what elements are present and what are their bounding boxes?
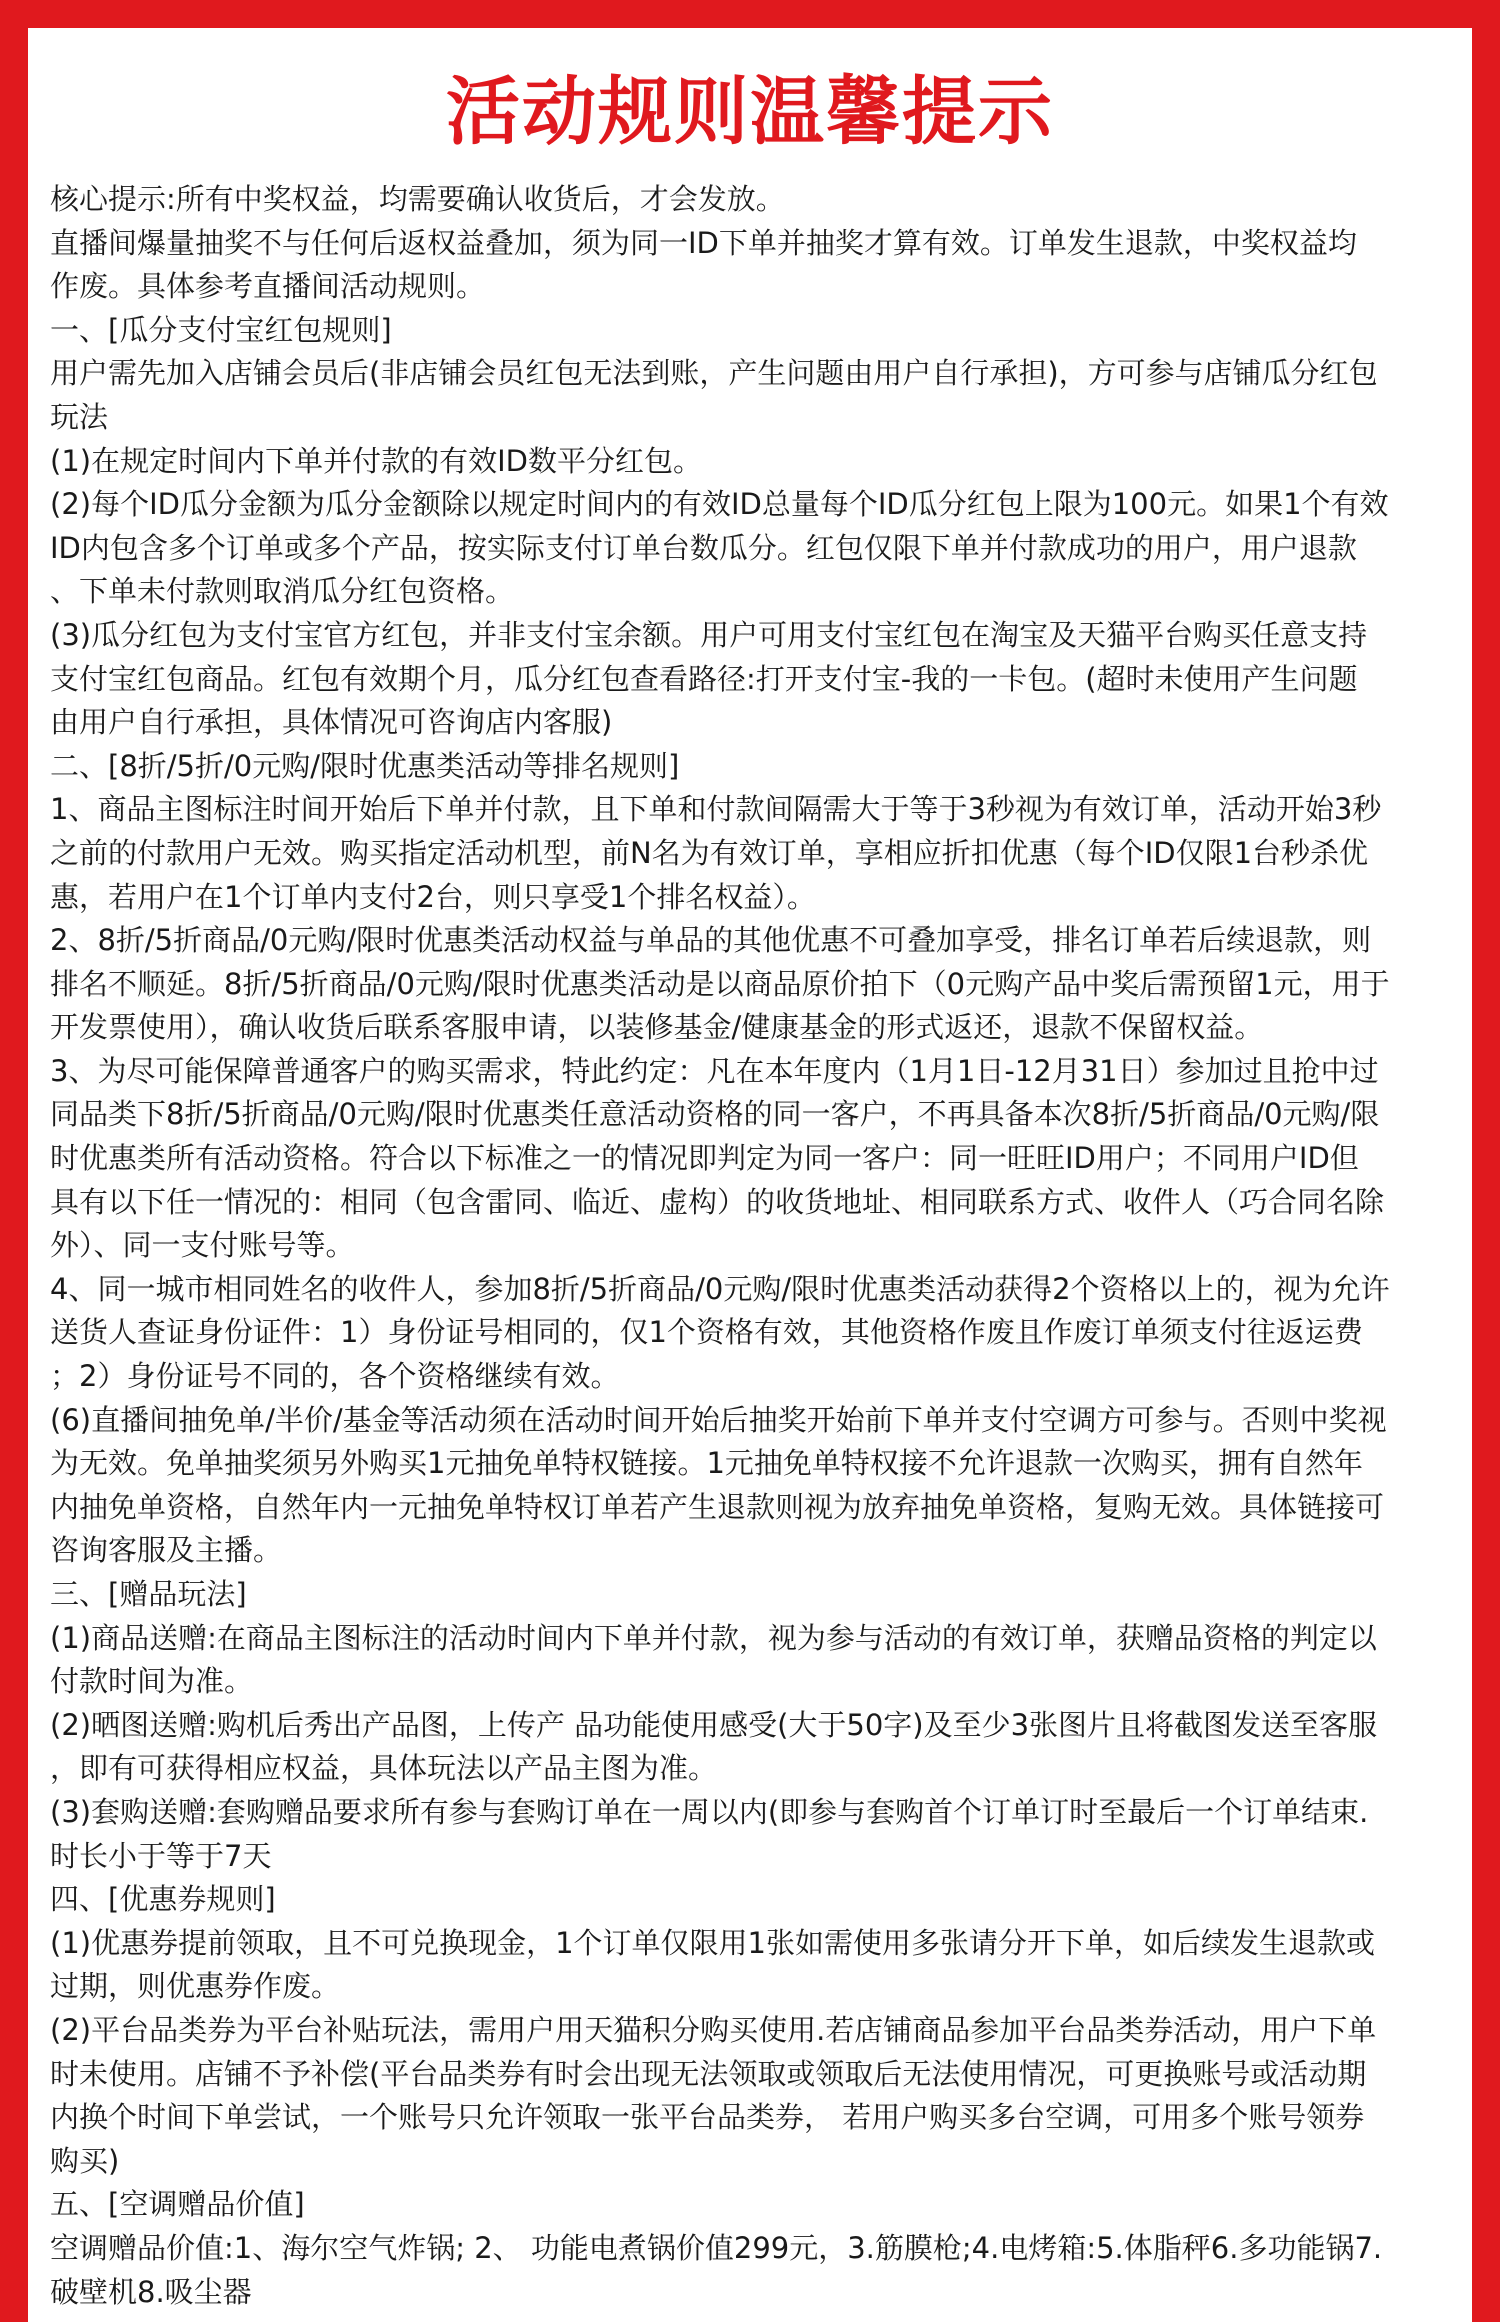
rule-line: ，即有可获得相应权益，具体玩法以产品主图为准。 xyxy=(50,1751,718,1786)
rules-body xyxy=(50,178,1450,2314)
rule-line: (2)晒图送赠:购机后秀出产品图，上传产 品功能使用感受(大于50字)及至少3张图片且将截图发送至客服 xyxy=(50,1707,1378,1742)
rule-line: 空调赠品价值:1、海尔空气炸锅; 2、 功能电煮锅价值299元，3.筋膜枪;4.电烤箱:5.体脂秤6.多功能锅7. xyxy=(50,2230,1383,2265)
rule-line: ID内包含多个订单或多个产品，按实际支付订单台数瓜分。红包仅限下单并付款成功的用户，用户退款 xyxy=(50,530,1357,565)
rule-line: (3)瓜分红包为支付宝官方红包，并非支付宝余额。用户可用支付宝红包在淘宝及天猫平台购买任意支持 xyxy=(50,617,1368,652)
rule-line: 外）、同一支付账号等。 xyxy=(50,1228,355,1263)
section-heading: 四、[优惠券规则] xyxy=(50,1882,276,1917)
rule-line: 时未使用。店铺不予补偿(平台品类券有时会出现无法领取或领取后无法使用情况，可更换账号或活动期 xyxy=(50,2056,1367,2091)
rule-line: (2)每个ID瓜分金额为瓜分金额除以规定时间内的有效ID总量每个ID瓜分红包上限为100元。如果1个有效 xyxy=(50,487,1389,522)
rule-line: 付款时间为准。 xyxy=(50,1664,254,1699)
section-heading: 三、[赠品玩法] xyxy=(50,1577,247,1611)
rule-line: 购买) xyxy=(50,2143,120,2178)
rule-line: 1、商品主图标注时间开始后下单并付款，且下单和付款间隔需大于等于3秒视为有效订单，活动开始3秒 xyxy=(50,792,1382,827)
rule-line: (3)套购送赠:套购赠品要求所有参与套购订单在一周以内(即参与套购首个订单订时至最后一个订单结束. xyxy=(50,1794,1369,1829)
rule-line: 具有以下任一情况的：相同（包含雷同、临近、虚构）的收货地址、相同联系方式、收件人（巧合同名除 xyxy=(50,1184,1385,1219)
rule-line: 核心提示:所有中奖权益，均需要确认收货后，才会发放。 xyxy=(50,182,785,216)
rule-line: ；2）身份证号不同的，各个资格继续有效。 xyxy=(50,1359,620,1394)
rule-line: 用户需先加入店铺会员后(非店铺会员红包无法到账，产生问题由用户自行承担)，方可参与店铺瓜分红包 xyxy=(50,356,1378,391)
rule-line: (1)在规定时间内下单并付款的有效ID数平分红包。 xyxy=(50,443,702,478)
rule-line: 2、8折/5折商品/0元购/限时优惠类活动权益与单品的其他优惠不可叠加享受，排名订单若后续退款，则 xyxy=(50,923,1372,958)
rule-line: 破壁机8.吸尘器 xyxy=(50,2274,252,2309)
rule-line: 内换个时间下单尝试，一个账号只允许领取一张平台品类券， 若用户购买多台空调，可用多个账号领券 xyxy=(50,2100,1365,2135)
rule-line: 由用户自行承担，具体情况可咨询店内客服) xyxy=(50,705,613,740)
rule-line: 之前的付款用户无效。购买指定活动机型，前N名为有效订单，享相应折扣优惠（每个ID仅限1台秒杀优 xyxy=(50,835,1369,870)
rule-line: 内抽免单资格，自然年内一元抽免单特权订单若产生退款则视为放弃抽免单资格，复购无效。具体链接可 xyxy=(50,1489,1385,1524)
rule-line: 时优惠类所有活动资格。符合以下标准之一的情况即判定为同一客户：同一旺旺ID用户；不同用户ID但 xyxy=(50,1141,1359,1176)
rule-line: 支付宝红包商品。红包有效期个月，瓜分红包查看路径:打开支付宝-我的一卡包。(超时未使用产生问题 xyxy=(50,661,1358,696)
section-heading: 一、[瓜分支付宝红包规则] xyxy=(50,312,392,347)
rule-line: 开发票使用），确认收货后联系客服申请，以装修基金/健康基金的形式返还，退款不保留权益。 xyxy=(50,1010,1264,1045)
page-title: 活动规则温馨提示 xyxy=(446,69,1054,155)
rule-line: 4、同一城市相同姓名的收件人，参加8折/5折商品/0元购/限时优惠类活动获得2个资格以上的，视为允许 xyxy=(50,1271,1390,1306)
rule-line: 玩法 xyxy=(50,399,109,434)
rule-line: 3、为尽可能保障普通客户的购买需求，特此约定：凡在本年度内（1月1日-12月31日）参加过且抢中过 xyxy=(50,1053,1379,1088)
rule-line: (6)直播间抽免单/半价/基金等活动须在活动时间开始后抽奖开始前下单并支付空调方可参与。否则中奖视 xyxy=(50,1402,1387,1437)
rule-line: 惠，若用户在1个订单内支付2台，则只享受1个排名权益）。 xyxy=(50,879,816,914)
rule-line: 同品类下8折/5折商品/0元购/限时优惠类任意活动资格的同一客户，不再具备本次8折/5折商品/0元购/限 xyxy=(50,1097,1380,1132)
rule-line: 为无效。免单抽奖须另外购买1元抽免单特权链接。1元抽免单特权接不允许退款一次购买，拥有自然年 xyxy=(50,1446,1363,1481)
section-heading: 二、[8折/5折/0元购/限时优惠类活动等排名规则] xyxy=(50,748,680,783)
rule-line: (1)商品送赠:在商品主图标注的活动时间内下单并付款，视为参与活动的有效订单，获赠品资格的判定以 xyxy=(50,1620,1377,1655)
rule-line: 、下单未付款则取消瓜分红包资格。 xyxy=(50,574,515,609)
rule-line: 送货人查证身份证件：1）身份证号相同的，仅1个资格有效，其他资格作废且作废订单须支付往返运费 xyxy=(50,1315,1363,1350)
rule-line: 过期，则优惠券作废。 xyxy=(50,1969,341,2004)
section-heading: 五、[空调赠品价值] xyxy=(50,2187,305,2222)
rule-line: 咨询客服及主播。 xyxy=(50,1533,283,1568)
rule-line: (1)优惠券提前领取，且不可兑换现金，1个订单仅限用1张如需使用多张请分开下单，如后续发生退款或 xyxy=(50,1925,1375,1960)
rule-line: 作废。具体参考直播间活动规则。 xyxy=(50,269,486,304)
rule-line: 时长小于等于7天 xyxy=(50,1838,272,1873)
rule-line: (2)平台品类券为平台补贴玩法，需用户用天猫积分购买使用.若店铺商品参加平台品类券活动，用户下单 xyxy=(50,2012,1377,2047)
rule-line: 直播间爆量抽奖不与任何后返权益叠加，须为同一ID下单并抽奖才算有效。订单发生退款，中奖权益均 xyxy=(50,225,1357,260)
rule-line: 排名不顺延。8折/5折商品/0元购/限时优惠类活动是以商品原价拍下（0元购产品中奖后需预留1元，用于 xyxy=(50,966,1390,1001)
